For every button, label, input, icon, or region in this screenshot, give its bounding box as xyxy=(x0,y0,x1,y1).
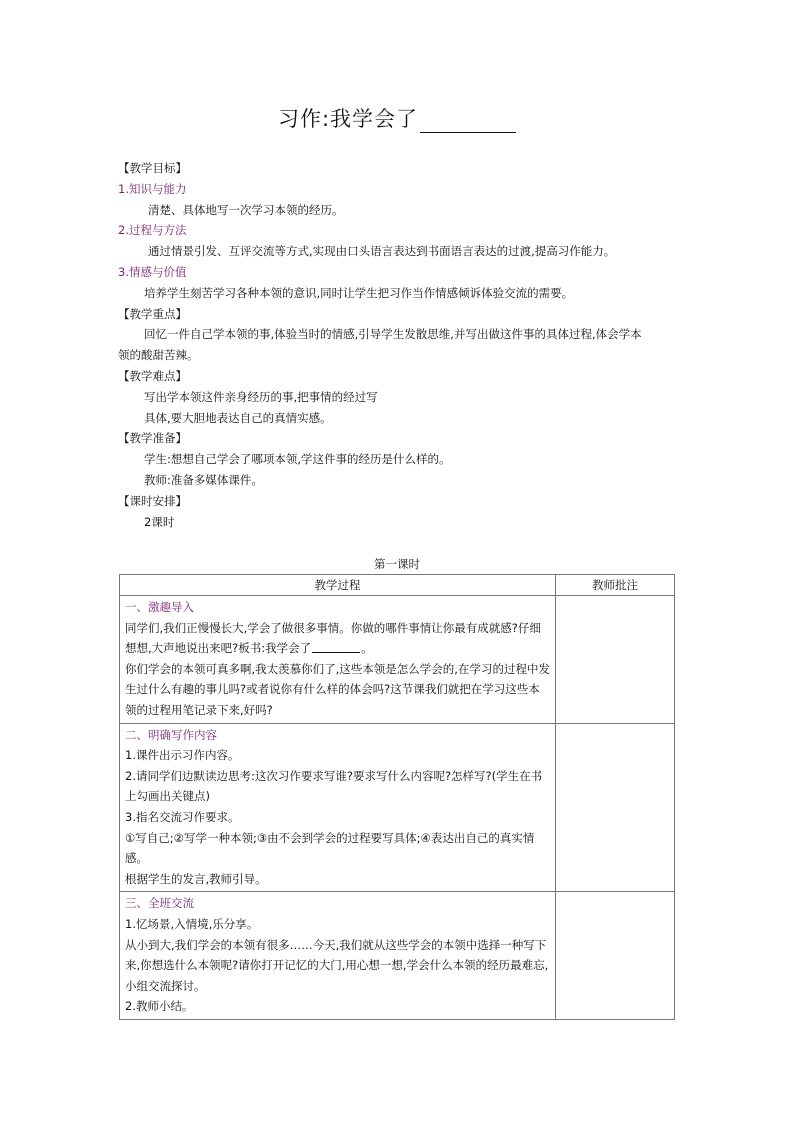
preparation-header: 【教学准备】 xyxy=(118,431,187,446)
col-header-process: 教学过程 xyxy=(120,575,556,596)
objective-label-3: 3.情感与价值 xyxy=(118,264,187,279)
preparation-line-1: 学生:想想自己学会了哪项本领,学这件事的经历是什么样的。 xyxy=(144,452,451,467)
notes-cell xyxy=(556,892,675,1020)
section-2-cell xyxy=(120,723,556,892)
section-1-p1-text: 同学们,我们正慢慢长大,学会了做很多事情。你做的哪件事情让你最有成就感?仔细想想,大声地说出来吧?板书:我学会了 xyxy=(125,620,541,656)
col-header-notes: 教师批注 xyxy=(556,575,675,596)
notes-cell xyxy=(556,596,675,724)
section-2-line-5: 根据学生的发言,教师引导。 xyxy=(125,871,267,886)
section-1-heading: 一、激趣导入 xyxy=(125,600,194,614)
key-point-line-2: 领的酸甜苦辣。 xyxy=(118,348,199,363)
section-2-heading: 二、明确写作内容 xyxy=(125,727,217,742)
section-1-paragraph-2: 你们学会的本领可真多啊,我太羡慕你们了,这些本领是怎么学会的,在学习的过程中发生过什么有趣的事儿吗?或者说你有什么样的体会吗?这节课我们就把在学习这些本领的过程用笔记录下来,好吗? xyxy=(125,661,550,717)
objective-label-1: 1.知识与能力 xyxy=(118,181,187,196)
table-header-row xyxy=(120,575,675,596)
section-3-line-1: 1.忆场景,入情境,乐分享。 xyxy=(125,916,259,931)
section-1-p1-end: 。 xyxy=(361,641,373,656)
section-2-line-4: ①写自己;②写学一种本领;③由不会到学会的过程要写具体;④表达出自己的真实情感。 xyxy=(125,830,535,866)
lesson-table xyxy=(119,574,675,1020)
section-1-cell xyxy=(120,596,556,724)
objective-text-3: 培养学生刻苦学习各种本领的意识,同时让学生把习作当作情感倾诉体验交流的需要。 xyxy=(144,285,574,300)
objective-label-2: 2.过程与方法 xyxy=(118,223,187,238)
objective-text-2: 通过情景引发、互评交流等方式,实现由口头语言表达到书面语言表达的过渡,提高习作能力。 xyxy=(148,244,616,259)
difficulty-line-1: 写出学本领这件亲身经历的事,把事情的经过写 xyxy=(144,389,378,404)
blank-line xyxy=(312,639,360,653)
objectives-header: 【教学目标】 xyxy=(118,161,187,175)
page-title xyxy=(0,103,794,133)
section-2-line-2: 2.请同学们边默读边思考:这次习作要求写谁?要求写什么内容呢?怎样写?(学生在书上勾画出关键点) xyxy=(125,768,543,804)
preparation-line-2: 教师:准备多媒体课件。 xyxy=(144,472,263,487)
section-1-paragraph-1 xyxy=(125,618,551,659)
notes-cell xyxy=(556,723,675,892)
objective-text-1: 清楚、具体地写一次学习本领的经历。 xyxy=(148,202,344,217)
schedule-value: 2课时 xyxy=(144,514,175,529)
key-point-header: 【教学重点】 xyxy=(118,306,187,321)
table-row xyxy=(120,892,675,1020)
schedule-header: 【课时安排】 xyxy=(118,493,187,508)
table-caption: 第一课时 xyxy=(374,557,420,571)
section-2-line-1: 1.课件出示习作内容。 xyxy=(125,748,240,763)
section-3-heading: 三、全班交流 xyxy=(125,896,194,911)
difficulty-line-2: 具体,要大胆地表达自己的真情实感。 xyxy=(144,410,332,425)
lesson-intro xyxy=(118,158,678,532)
difficulty-header: 【教学难点】 xyxy=(118,368,187,383)
title-text: 习作:我学会了 xyxy=(277,107,419,131)
section-2-line-3: 3.指名交流习作要求。 xyxy=(125,809,240,824)
section-3-line-2: 从小到大,我们学会的本领有很多……今天,我们就从这些学会的本领中选择一种写下来,你想选什么本领呢?请你打开记忆的大门,用心想一想,学会什么本领的经历最难忘,小组交流探讨。 xyxy=(125,937,549,993)
section-3-line-3: 2.教师小结。 xyxy=(125,999,194,1014)
section-3-cell xyxy=(120,892,556,1020)
title-blank xyxy=(420,110,516,133)
table-row xyxy=(120,596,675,724)
table-row xyxy=(120,723,675,892)
key-point-line-1: 回忆一件自己学本领的事,体验当时的情感,引导学生发散思维,并写出做这件事的具体过程,体会学本 xyxy=(144,327,642,342)
